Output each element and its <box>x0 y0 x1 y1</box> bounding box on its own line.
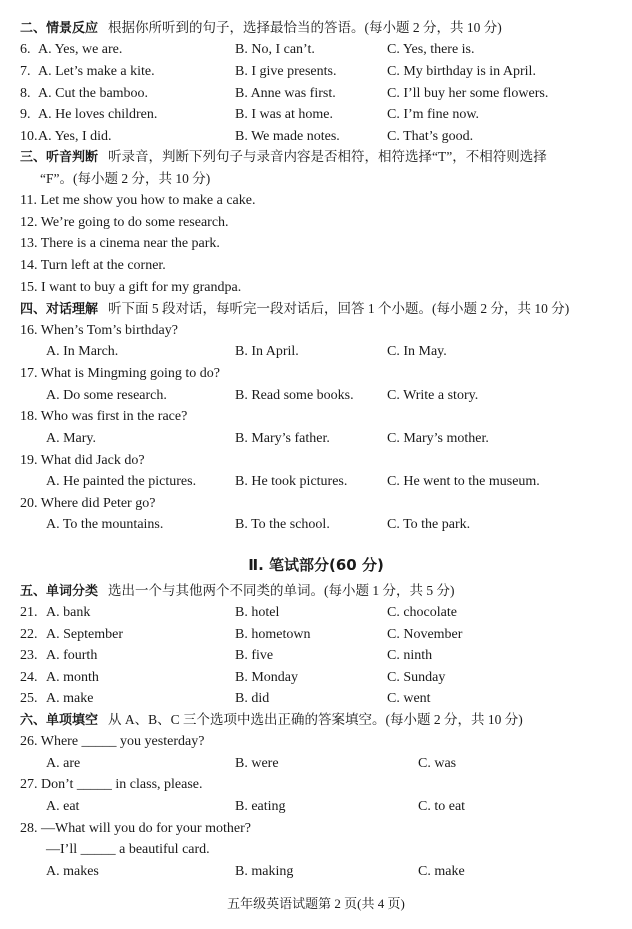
option-a: A. Cut the bamboo. <box>38 86 149 101</box>
section-title: 五、单词分类 <box>20 584 99 599</box>
question-text: —I’ll _____ a beautiful card. <box>46 842 210 857</box>
option-a: A. Yes, we are. <box>38 42 123 57</box>
option-c: C. to eat <box>418 799 466 814</box>
section-5-header <box>0 580 632 601</box>
option-a: A. September <box>46 627 123 642</box>
question-number: 23. <box>20 648 38 663</box>
section-title: 三、听音判断 <box>20 150 99 165</box>
page-footer: 五年级英语试题第 2 页(共 4 页) <box>227 896 405 911</box>
option-c: C. I’ll buy her some flowers. <box>387 86 549 101</box>
question-text: 16. When’s Tom’s birthday? <box>20 323 178 338</box>
options-row <box>0 753 632 774</box>
option-b: B. Mary’s father. <box>235 431 330 446</box>
option-a: A. month <box>46 670 99 685</box>
option-a: A. Mary. <box>46 431 97 446</box>
statement: 15. I want to buy a gift for my grandpa. <box>20 280 242 295</box>
statement-row <box>0 255 632 276</box>
question-stem <box>0 320 632 341</box>
question-stem <box>0 774 632 795</box>
statement: 11. Let me show you how to make a cake. <box>20 193 256 208</box>
option-b: B. did <box>235 691 270 706</box>
question-stem <box>0 493 632 514</box>
option-b: B. I give presents. <box>235 64 337 79</box>
question-row <box>0 61 632 82</box>
question-number: 6. <box>20 42 31 57</box>
option-c: C. That’s good. <box>387 129 474 144</box>
question-number: 7. <box>20 64 31 79</box>
option-c: C. Sunday <box>387 670 446 685</box>
options-row <box>0 341 632 362</box>
question-number: 22. <box>20 627 38 642</box>
option-b: B. Read some books. <box>235 388 354 403</box>
section-instructions: 选出一个与其他两个不同类的单词。(每小题 1 分，共 5 分) <box>108 583 455 598</box>
question-stem <box>0 818 632 839</box>
statement-row <box>0 190 632 211</box>
question-text: 28. —What will you do for your mother? <box>20 821 251 836</box>
section-instructions: 根据你所听到的句子，选择最恰当的答语。(每小题 2 分，共 10 分) <box>108 20 502 35</box>
section-3-header-cont <box>0 168 632 189</box>
section-title: 六、单项填空 <box>20 713 99 728</box>
question-row <box>0 39 632 60</box>
statement-row <box>0 233 632 254</box>
section-instructions: 听录音，判断下列句子与录音内容是否相符，相符选择“T”，不相符则选择 <box>108 149 547 164</box>
statement: 13. There is a cinema near the park. <box>20 236 220 251</box>
question-text: 19. What did Jack do? <box>20 453 145 468</box>
question-text: 27. Don’t _____ in class, please. <box>20 777 203 792</box>
options-row <box>0 861 632 882</box>
option-c: C. went <box>387 691 431 706</box>
question-row <box>0 602 632 623</box>
option-c: C. In May. <box>387 344 447 359</box>
option-b: B. In April. <box>235 344 299 359</box>
option-b: B. hotel <box>235 605 280 620</box>
question-row <box>0 126 632 147</box>
option-b: B. making <box>235 864 294 879</box>
option-a: A. Let’s make a kite. <box>38 64 155 79</box>
option-b: B. I was at home. <box>235 107 333 122</box>
options-row <box>0 385 632 406</box>
option-a: A. Do some research. <box>46 388 167 403</box>
option-b: B. five <box>235 648 274 663</box>
option-b: B. We made notes. <box>235 129 340 144</box>
option-b: B. were <box>235 756 279 771</box>
question-number: 25. <box>20 691 38 706</box>
option-b: B. No, I can’t. <box>235 42 315 57</box>
options-row <box>0 471 632 492</box>
option-c: C. Yes, there is. <box>387 42 475 57</box>
section-instructions: “F”。(每小题 2 分，共 10 分) <box>40 171 211 186</box>
section-3-header <box>0 146 632 167</box>
option-c: C. Mary’s mother. <box>387 431 489 446</box>
question-number: 10. <box>20 129 38 144</box>
question-stem <box>0 731 632 752</box>
option-c: C. I’m fine now. <box>387 107 480 122</box>
options-row <box>0 796 632 817</box>
option-a: A. make <box>46 691 94 706</box>
option-b: B. To the school. <box>235 517 330 532</box>
options-row <box>0 514 632 535</box>
section-instructions: 听下面 5 段对话，每听完一段对话后，回答 1 个小题。(每小题 2 分，共 10 分) <box>108 301 570 316</box>
question-stem <box>0 406 632 427</box>
option-b: B. eating <box>235 799 286 814</box>
question-number: 8. <box>20 86 31 101</box>
question-text: 20. Where did Peter go? <box>20 496 156 511</box>
question-number: 21. <box>20 605 38 620</box>
statement: 12. We’re going to do some research. <box>20 215 229 230</box>
option-c: C. Write a story. <box>387 388 479 403</box>
section-title: 四、对话理解 <box>20 302 99 317</box>
question-number: 24. <box>20 670 38 685</box>
part-title: Ⅱ. 笔试部分(60 分) <box>248 556 384 574</box>
option-b: B. hometown <box>235 627 311 642</box>
option-c: C. was <box>418 756 457 771</box>
question-stem <box>0 450 632 471</box>
question-row <box>0 83 632 104</box>
option-c: C. November <box>387 627 463 642</box>
section-4-header <box>0 298 632 319</box>
option-c: C. chocolate <box>387 605 457 620</box>
option-b: B. Anne was first. <box>235 86 336 101</box>
option-a: A. are <box>46 756 81 771</box>
option-a: A. makes <box>46 864 99 879</box>
question-row <box>0 645 632 666</box>
option-c: C. ninth <box>387 648 433 663</box>
question-row <box>0 624 632 645</box>
section-instructions: 从 A、B、C 三个选项中选出正确的答案填空。(每小题 2 分，共 10 分) <box>108 712 523 727</box>
question-number: 9. <box>20 107 31 122</box>
option-c: C. make <box>418 864 465 879</box>
question-row <box>0 688 632 709</box>
question-stem-cont <box>0 839 632 860</box>
section-6-header <box>0 709 632 730</box>
option-b: B. Monday <box>235 670 298 685</box>
statement-row <box>0 277 632 298</box>
option-b: B. He took pictures. <box>235 474 348 489</box>
option-a: A. Yes, I did. <box>38 129 112 144</box>
option-a: A. He painted the pictures. <box>46 474 197 489</box>
option-c: C. He went to the museum. <box>387 474 540 489</box>
question-row <box>0 104 632 125</box>
statement-row <box>0 212 632 233</box>
option-a: A. He loves children. <box>38 107 158 122</box>
question-text: 17. What is Mingming going to do? <box>20 366 221 381</box>
options-row <box>0 428 632 449</box>
option-a: A. fourth <box>46 648 98 663</box>
section-title: 二、情景反应 <box>20 21 99 36</box>
statement: 14. Turn left at the corner. <box>20 258 166 273</box>
section-2-header <box>0 17 632 38</box>
option-a: A. bank <box>46 605 91 620</box>
option-c: C. To the park. <box>387 517 471 532</box>
question-row <box>0 667 632 688</box>
option-a: A. To the mountains. <box>46 517 164 532</box>
option-c: C. My birthday is in April. <box>387 64 536 79</box>
option-a: A. In March. <box>46 344 119 359</box>
question-text: 26. Where _____ you yesterday? <box>20 734 205 749</box>
option-a: A. eat <box>46 799 80 814</box>
question-stem <box>0 363 632 384</box>
question-text: 18. Who was first in the race? <box>20 409 188 424</box>
